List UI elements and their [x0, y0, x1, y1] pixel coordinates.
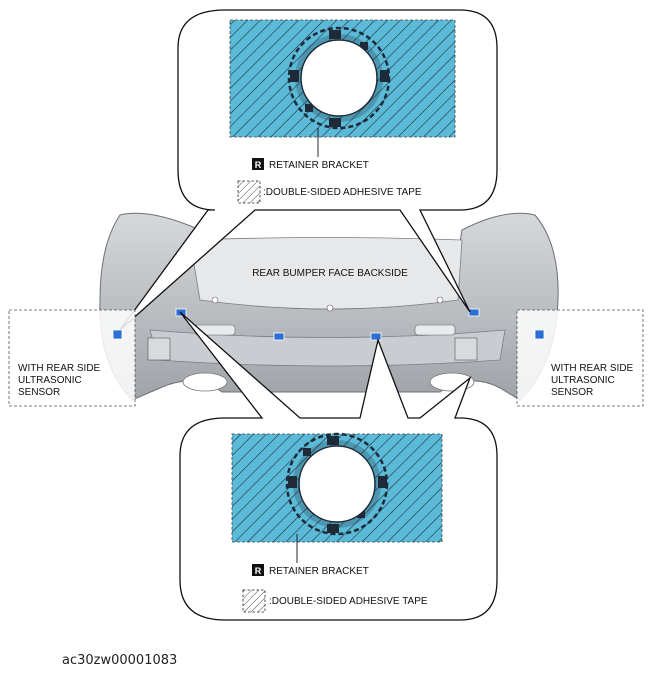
- tape-legend-label-bottom: :DOUBLE-SIDED ADHESIVE TAPE: [269, 596, 428, 607]
- bracket-marker-center-right: [371, 333, 381, 340]
- bracket-marker-right-top: [469, 309, 479, 316]
- svg-text:WITH REAR SIDE: WITH REAR SIDE: [18, 363, 101, 374]
- rear-bumper-illustration: [100, 213, 558, 400]
- part-label-bottom: RETAINER BRACKET: [269, 566, 369, 577]
- svg-text:ULTRASONIC: ULTRASONIC: [18, 375, 82, 386]
- part-badge-bottom-text: R: [254, 566, 262, 576]
- left-sensor-note: [9, 310, 135, 406]
- figure-code: ac30zw00001083: [62, 653, 178, 668]
- bracket-marker-center-left: [274, 333, 284, 340]
- svg-text:WITH REAR SIDE: WITH REAR SIDE: [551, 363, 634, 374]
- bumper-label: REAR BUMPER FACE BACKSIDE: [252, 268, 408, 279]
- tape-legend-swatch-bottom: [243, 590, 265, 612]
- tape-legend-swatch-top: [238, 181, 260, 203]
- svg-text:SENSOR: SENSOR: [18, 387, 61, 398]
- part-badge-top-text: R: [254, 160, 262, 170]
- svg-text:ULTRASONIC: ULTRASONIC: [551, 375, 615, 386]
- part-label-top: RETAINER BRACKET: [269, 160, 369, 171]
- svg-text:SENSOR: SENSOR: [551, 387, 594, 398]
- tape-legend-label-top: :DOUBLE-SIDED ADHESIVE TAPE: [263, 187, 422, 198]
- right-sensor-note: [517, 310, 643, 406]
